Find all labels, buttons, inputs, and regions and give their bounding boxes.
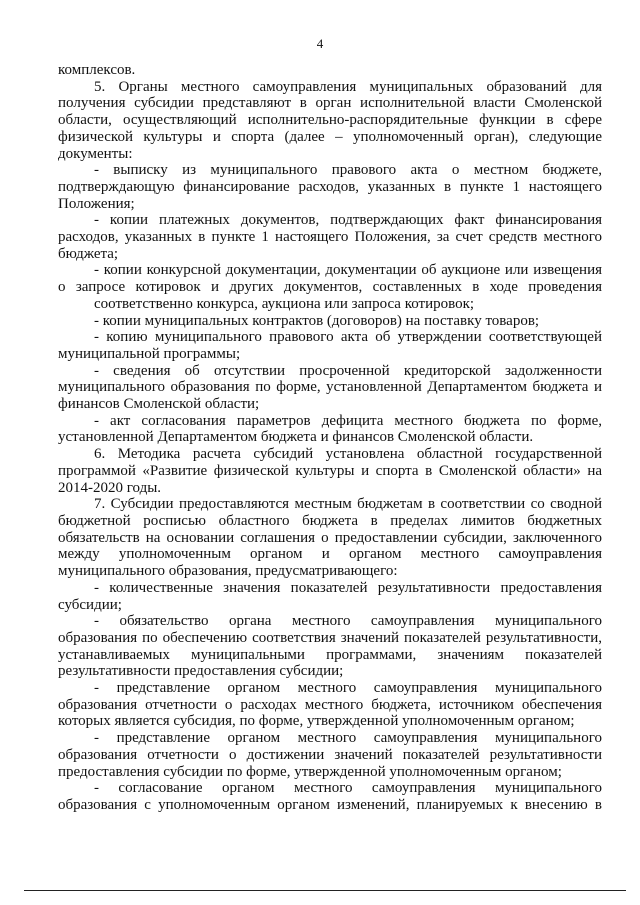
text-line: - акт согласования параметров дефицита местного бюджета по форме,: [94, 412, 602, 429]
text-line: получения субсидии представляют в орган исполнительной власти Смоленской: [58, 95, 602, 112]
text-line: - копию муниципального правового акта об утверждении соответствующей: [94, 329, 602, 346]
text-line: - представление органом местного самоуправления муниципального: [94, 730, 602, 747]
text-line: физической культуры и спорта (далее – уполномоченный орган), следующие: [58, 128, 602, 145]
text-line: о запросе котировок и других документов, составленных в ходе проведения: [58, 279, 602, 296]
text-line: образования отчетности о расходах местного бюджета, источником обеспечения: [58, 696, 602, 713]
text-line: 2014-2020 годы.: [58, 479, 162, 496]
body-text: [58, 62, 602, 814]
text-line: которых является субсидия, по форме, утвержденной уполномоченным органом;: [58, 713, 575, 730]
text-line: - согласование органом местного самоуправления муниципального: [94, 780, 602, 797]
text-line: финансов Смоленской области;: [58, 396, 260, 413]
text-line: образования с уполномоченным органом изменений, планируемых к внесению в: [58, 796, 602, 813]
text-line: 7. Субсидии предоставляются местным бюджетам в соответствии со сводной: [94, 496, 602, 513]
text-line: результативности предоставления субсидии;: [58, 663, 344, 680]
text-line: между уполномоченным органом и органом местного самоуправления: [58, 546, 602, 563]
text-line: бюджетной росписью областного бюджета в пределах лимитов бюджетных: [58, 512, 602, 529]
text-line: программой «Развитие физической культуры и спорта в Смоленской области» на: [58, 462, 602, 479]
text-line: расходов, указанных в пункте 1 настоящего Положения, за счет средств местного: [58, 229, 602, 246]
text-line: комплексов.: [58, 62, 136, 78]
text-line: образования по обеспечению соответствия значений показателей результативности,: [58, 629, 602, 646]
text-line: Положения;: [58, 195, 135, 212]
text-line: образования отчетности о достижении значений показателей результативности: [58, 746, 602, 763]
text-line: - копии муниципальных контрактов (договоров) на поставку товаров;: [94, 312, 540, 329]
text-line: - копии платежных документов, подтверждающих факт финансирования: [94, 212, 602, 229]
text-line: 5. Органы местного самоуправления муниципальных образований для: [94, 78, 602, 95]
text-line: муниципального образования, предусматривающего:: [58, 563, 398, 580]
text-line: - представление органом местного самоуправления муниципального: [94, 680, 602, 697]
text-line: муниципальной программы;: [58, 345, 241, 362]
text-line: - количественные значения показателей результативности предоставления: [94, 579, 602, 596]
text-line: бюджета;: [58, 245, 119, 262]
text-line: муниципального образования по форме, установленной Департаментом бюджета и: [58, 379, 602, 396]
text-line: субсидии;: [58, 596, 122, 613]
text-line: - сведения об отсутствии просроченной кредиторской задолженности: [94, 362, 602, 379]
text-line: устанавливаемых муниципальными программами, значениям показателей: [58, 646, 602, 663]
text-line: обязательств на основании соглашения о предоставлении субсидии, заключенного: [58, 529, 602, 546]
text-line: установленной Департаментом бюджета и финансов Смоленской области.: [58, 429, 534, 446]
text-line: документы:: [58, 145, 133, 162]
page-number: 4: [316, 36, 324, 51]
text-line: соответственно конкурса, аукциона или запроса котировок;: [94, 295, 475, 312]
text-line: 6. Методика расчета субсидий установлена областной государственной: [94, 446, 602, 463]
text-line: области, осуществляющий исполнительно-распорядительные функции в сфере: [58, 112, 602, 129]
text-line: подтверждающую финансирование расходов, указанных в пункте 1 настоящего: [58, 178, 602, 195]
text-line: - выписку из муниципального правового акта о местном бюджете,: [94, 162, 602, 179]
text-line: - обязательство органа местного самоуправления муниципального: [94, 613, 602, 630]
text-line: предоставления субсидии по форме, утвержденной уполномоченным органом;: [58, 763, 562, 780]
bottom-rule: [24, 890, 626, 891]
text-line: - копии конкурсной документации, документации об аукционе или извещения: [94, 262, 602, 279]
